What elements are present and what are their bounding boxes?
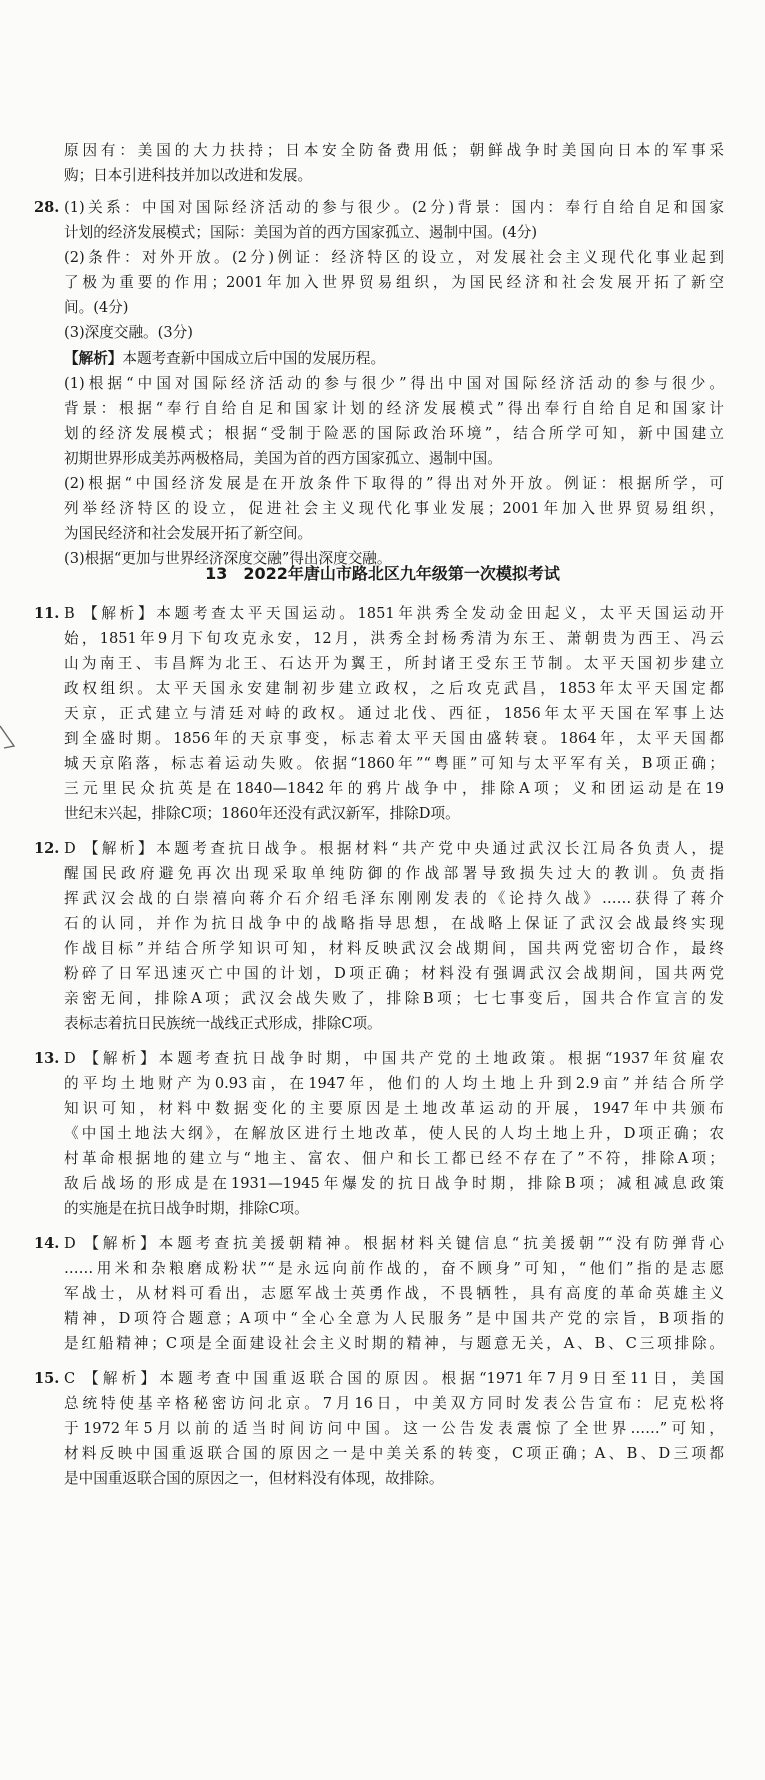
line-text: 于1972年5月以前的适当时间访问中国。这一公告发表震惊了全世界……”可知， [64, 1420, 724, 1437]
text-line [64, 1333, 724, 1355]
line-text: 作战目标”并结合所学知识可知，材料反映武汉会战期间，国共两党密切合作，最终 [64, 940, 724, 957]
text-line [64, 1443, 724, 1465]
line-text: 知识可知，材料中数据变化的主要原因是土地改革运动的开展，1947年中共颁布 [64, 1100, 724, 1117]
section-title: 13 2022年唐山市路北区九年级第一次模拟考试 [205, 564, 560, 583]
line-text: (3)根据“更加与世界经济深度交融”得出深度交融。 [64, 550, 392, 567]
text-line [64, 1308, 724, 1330]
text-line [64, 913, 724, 935]
text-line [64, 988, 724, 1010]
text-line [64, 678, 724, 700]
line-text: D 【解析】本题考查抗日战争。根据材料“共产党中央通过武汉长江局各负责人，提 [64, 840, 724, 857]
line-text: 山为南王、韦昌辉为北王、石达开为翼王，所封诸王受东王节制。太平天国初步建立 [64, 655, 724, 672]
line-text: 本题考查新中国成立后中国的发展历程。 [122, 350, 386, 367]
text-line [64, 1198, 724, 1220]
line-text: 初期世界形成美苏两极格局，美国为首的西方国家孤立、遏制中国。 [64, 450, 502, 467]
line-text: (2)根据“中国经济发展是在开放条件下取得的”得出对外开放。例证：根据所学，可 [64, 475, 724, 492]
line-text: (1)根据“中国对国际经济活动的参与很少”得出中国对国际经济活动的参与很少。 [64, 375, 724, 392]
text-line [64, 1393, 724, 1415]
text-line [64, 423, 724, 445]
question-number: 28. [34, 199, 60, 216]
text-line [64, 778, 724, 800]
question-number: 13. [34, 1050, 60, 1067]
text-line [64, 1013, 724, 1035]
text-line [64, 1468, 724, 1490]
text-line [64, 1258, 724, 1280]
line-text: 的实施是在抗日战争时期，排除C项。 [64, 1200, 309, 1217]
text-line [64, 498, 724, 520]
line-text: 计划的经济发展模式；国际：美国为首的西方国家孤立、遏制中国。(4分) [64, 224, 538, 241]
line-text: 醒国民政府避免再次出现采取单纯防御的作战部署导致损失过大的教训。负责指 [64, 865, 724, 882]
text-line [64, 373, 724, 395]
text-line [64, 398, 724, 420]
line-text: 是红船精神；C项是全面建设社会主义时期的精神，与题意无关，A、B、C三项排除。 [64, 1335, 724, 1352]
text-line [64, 1098, 724, 1120]
line-text: 的平均土地财产为0.93亩，在1947年，他们的人均土地上升到2.9亩”并结合所学 [64, 1075, 724, 1092]
text-line [64, 1073, 724, 1095]
text-line [34, 603, 724, 625]
line-text: 粉碎了日军迅速灭亡中国的计划，D项正确；材料没有强调武汉会战期间，国共两党 [64, 965, 724, 982]
text-line [64, 523, 724, 545]
text-line [64, 1148, 724, 1170]
text-line [64, 938, 724, 960]
text-line [34, 838, 724, 860]
line-text: B 【解析】本题考查太平天国运动。1851年洪秀全发动金田起义，太平天国运动开 [64, 605, 724, 622]
line-text: 三元里民众抗英是在1840—1842年的鸦片战争中，排除A项；义和团运动是在19 [64, 780, 724, 797]
text-line [34, 197, 724, 219]
text-line [64, 1173, 724, 1195]
question-number: 15. [34, 1370, 60, 1387]
line-text: 表标志着抗日民族统一战线正式形成，排除C项。 [64, 1015, 382, 1032]
text-line [64, 297, 724, 319]
text-line [64, 703, 724, 725]
question-number: 12. [34, 840, 60, 857]
line-text: 购；日本引进科技并加以改进和发展。 [64, 167, 313, 184]
text-line [64, 963, 724, 985]
text-line [34, 1233, 724, 1255]
line-text: 间。(4分) [64, 299, 129, 316]
line-text: 原因有：美国的大力扶持；日本安全防备费用低；朝鲜战争时美国向日本的军事采 [64, 142, 724, 159]
line-text: 为国民经济和社会发展开拓了新空间。 [64, 525, 313, 542]
line-text: (1)关系：中国对国际经济活动的参与很少。(2分)背景：国内：奉行自给自足和国家 [64, 199, 724, 216]
line-text: 石的认同，并作为抗日战争中的战略指导思想，在战略上保证了武汉会战最终实现 [64, 915, 724, 932]
line-text: (3)深度交融。(3分) [64, 324, 193, 341]
line-text: 到全盛时期。1856年的天京事变，标志着太平天国由盛转衰。1864年，太平天国都 [64, 730, 724, 747]
text-line [64, 222, 724, 244]
text-line [34, 1048, 724, 1070]
margin-mark-icon [0, 724, 16, 750]
text-line [64, 165, 724, 187]
line-text: 总统特使基辛格秘密访问北京。7月16日，中美双方同时发表公告宣布：尼克松将 [64, 1395, 724, 1412]
line-text: 敌后战场的形成是在1931—1945年爆发的抗日战争时期，排除B项；减租减息政策 [64, 1175, 724, 1192]
text-line [64, 628, 724, 650]
text-line [64, 348, 724, 370]
line-text: D 【解析】本题考查抗美援朝精神。根据材料关键信息“抗美援朝”“没有防弹背心 [64, 1235, 724, 1252]
line-text: 《中国土地法大纲》，在解放区进行土地改革，使人民的人均土地上升，D项正确；农 [64, 1125, 724, 1142]
text-line [64, 1418, 724, 1440]
text-line [64, 140, 724, 162]
line-text: (2)条件：对外开放。(2分)例证：经济特区的设立，对发展社会主义现代化事业起到 [64, 249, 724, 266]
line-text: 政权组织。太平天国永安建制初步建立政权，之后攻克武昌，1853年太平天国定都 [64, 680, 724, 697]
question-number: 11. [34, 605, 60, 622]
line-text: 是中国重返联合国的原因之一，但材料没有体现，故排除。 [64, 1470, 444, 1487]
line-text: 天京，正式建立与清廷对峙的政权。通过北伐、西征，1856年太平天国在军事上达 [64, 705, 724, 722]
line-text: 亲密无间，排除A项；武汉会战失败了，排除B项；七七事变后，国共合作宣言的发 [64, 990, 724, 1007]
text-line [64, 653, 724, 675]
text-line [64, 322, 724, 344]
text-line [64, 1283, 724, 1305]
line-text: 始，1851年9月下旬攻克永安，12月，洪秀全封杨秀清为东王、萧朝贵为西王、冯云 [64, 630, 724, 647]
line-text: 村革命根据地的建立与“地主、富农、佃户和长工都已经不存在了”不符，排除A项； [64, 1150, 724, 1167]
text-line [64, 888, 724, 910]
line-text: 挥武汉会战的白崇禧向蒋介石介绍毛泽东刚刚发表的《论持久战》……获得了蒋介 [64, 890, 724, 907]
line-text: 精神，D项符合题意；A项中“全心全意为人民服务”是中国共产党的宗旨，B项指的 [64, 1310, 724, 1327]
line-text: 列举经济特区的设立，促进社会主义现代化事业发展；2001年加入世界贸易组织， [64, 500, 724, 517]
line-text: 城天京陷落，标志着运动失败。依据“1860年”“粤匪”可知与太平军有关，B项正确； [64, 755, 724, 772]
line-text: 军战士，从材料可看出，志愿军战士英勇作战，不畏牺牲，具有高度的革命英雄主义 [64, 1285, 724, 1302]
line-text: 背景：根据“奉行自给自足和国家计划的经济发展模式”得出奉行自给自足和国家计 [64, 400, 724, 417]
text-line [64, 247, 724, 269]
text-line [64, 473, 724, 495]
text-line [64, 272, 724, 294]
text-line [64, 448, 724, 470]
line-text: ……用米和杂粮磨成粉状”“是永远向前作战的，奋不顾身”可知，“他们”指的是志愿 [64, 1260, 724, 1277]
text-line [64, 548, 724, 570]
line-text: 材料反映中国重返联合国的原因之一是中美关系的转变，C项正确；A、B、D三项都 [64, 1445, 724, 1462]
text-line [64, 803, 724, 825]
analysis-tag: 【解析】 [64, 350, 123, 367]
line-text: 了极为重要的作用；2001年加入世界贸易组织，为国民经济和社会发展开拓了新空 [64, 274, 724, 291]
line-text: C 【解析】本题考查中国重返联合国的原因。根据“1971年7月9日至11日，美国 [64, 1370, 724, 1387]
text-line [64, 753, 724, 775]
line-text: D 【解析】本题考查抗日战争时期，中国共产党的土地政策。根据“1937年贫雇农 [64, 1050, 724, 1067]
line-text: 世纪末兴起，排除C项；1860年还没有武汉新军，排除D项。 [64, 805, 460, 822]
question-number: 14. [34, 1235, 60, 1252]
text-line [64, 863, 724, 885]
text-line [34, 1368, 724, 1390]
line-text: 划的经济发展模式；根据“受制于险恶的国际政治环境”，结合所学可知，新中国建立 [64, 425, 724, 442]
text-line [64, 728, 724, 750]
text-line [64, 1123, 724, 1145]
